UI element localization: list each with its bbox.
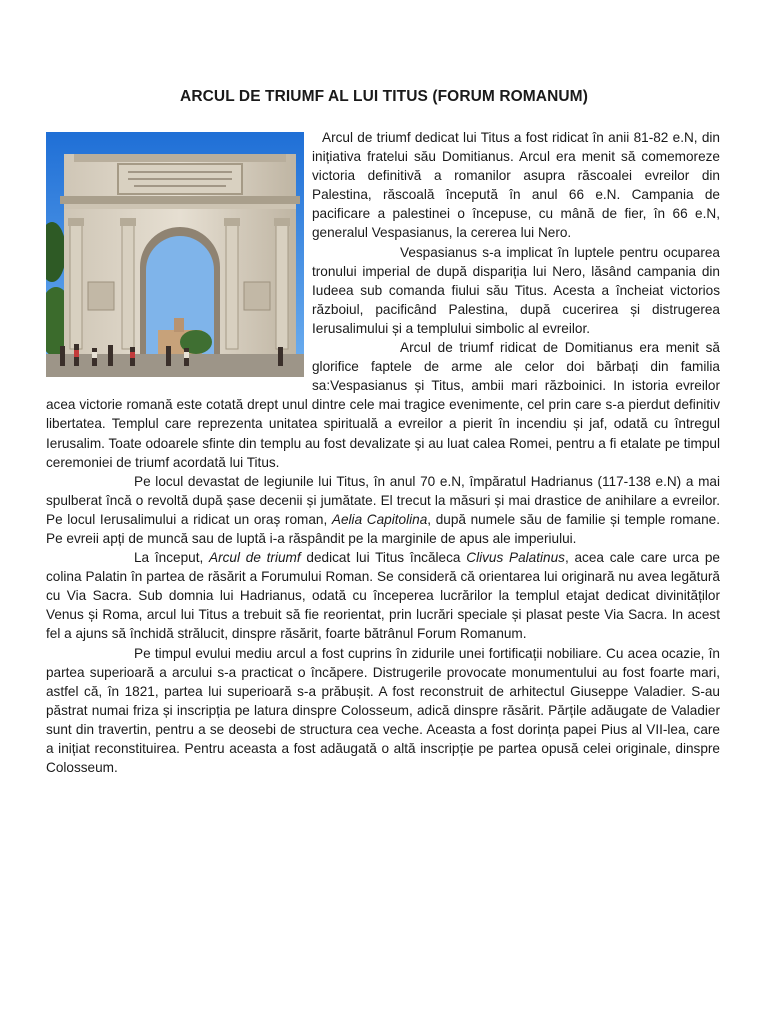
paragraph-4-text-b: , după numele său de familie și temple romane. Pe evreii apți de muncă sau de luptă i-a răspândit pe la marginile de apus ale imperiului. [46, 511, 720, 546]
arch-photo [46, 132, 304, 377]
page-title: ARCUL DE TRIUMF AL LUI TITUS (FORUM ROMANUM) [180, 88, 588, 105]
paragraph-5-text-a: La început, [134, 550, 210, 566]
paragraph-3: Arcul de triumf ridicat de Domitianus era menit să glorifice faptele de arme ale celor doi bărbați din familia sa:Vespasianus și Titus, ambii mari războinici. In istoria evreilor acea victorie romană este cotată drept unul dintre cele mai tragice evenimente, cel prin care s-a pierdut definitiv libertatea. Templul care reprezenta unitatea spirituală a evreilor a pierit în incendiu și jaf, odată cu întregul Ierusalim. Toate odoarele sfinte din templu au fost devalizate și au luat calea Romei, pentru a fi etalate pe timpul ceremoniei de triumf acordată lui Titus. [46, 340, 720, 470]
paragraph-1: Arcul de triumf dedicat lui Titus a fost ridicat în anii 81-82 e.N, din inițiativa fratelui său Domitianus. Arcul era menit să comemoreze victoria definitivă a romanilor asupra răscoalei evreilor din Palestina, răscoală începută în anul 66 e.N. Campania de pacificare a palestinei o începuse, cu mână de fier, în 66 e.N, generalul Vespasianus, la cererea lui Nero. [312, 130, 720, 241]
paragraph-5-text-c: , acea cale care urca pe colina Palatin în partea de răsărit a Forumului Roman. Se consideră că orientarea lui originară nu avea legătură cu Via Sacra. Sub domnia lui Hadrianus, odată cu începerea lucrărilor la templul etajat dedicat divinităților Venus și Roma, arcul lui Titus a trebuit să fie reorientat, prin lucrări speciale și plasat peste Via Sacra. In acest fel a ajuns să închidă strălucit, dinspre răsărit, foarte bătrânul Forum Romanum. [46, 550, 720, 642]
paragraph-5-emphasis-1: Arcul de triumf [209, 550, 301, 566]
paragraph-4 [46, 472, 720, 548]
paragraph-4-emphasis: Aelia Capitolina [331, 511, 428, 527]
article-body [46, 128, 720, 777]
paragraph-5-text-b: dedicat lui Titus încăleca [300, 550, 467, 566]
paragraph-5-emphasis-2: Clivus Palatinus [466, 550, 565, 566]
paragraph-2: Vespasianus s-a implicat în luptele pentru ocuparea tronului imperial de după dispariția lui Nero, lăsând campania din Iudeea sub comanda fiului său Titus. Acesta a încheiat victorios războiul, pacificând Palestina, după cucerirea și distrugerea Ierusalimului și a templului simbolic al evreilor. [312, 244, 720, 336]
paragraph-4-text-a: Pe locul devastat de legiunile lui Titus, în anul 70 e.N, împăratul Hadrianus (117-138 e.N) a mai spulberat încă o revoltă după șase decenii și jumătate. El trecut la măsuri și mai drastice de anihilare a evreilor. Pe locul Ierusalimului a ridicat un oraș roman, [46, 473, 720, 527]
paragraph-5 [46, 548, 720, 643]
paragraph-6: Pe timpul evului mediu arcul a fost cuprins în zidurile unei fortificații nobiliare. Cu acea ocazie, în partea superioară a arcului s-a practicat o încăpere. Distrugerile provocate monumentului au fost foarte mari, astfel că, în 1821, partea lui superioară s-a prăbușit. A fost reconstruit de arhitectul Giuseppe Valadier. S-au păstrat numai friza și inscripția pe latura dinspre Colosseum, adică dinspre răsărit. Părțile adăugate de Valadier sunt din travertin, pentru a se deosebi de structura cea veche. Aceasta a fost dorința papei Pius al VII-lea, care a inițiat reconstituirea. Pentru aceasta a fost adăugată o altă inscripție pe partea opusă celei originale, dinspre Colosseum. [46, 645, 720, 776]
